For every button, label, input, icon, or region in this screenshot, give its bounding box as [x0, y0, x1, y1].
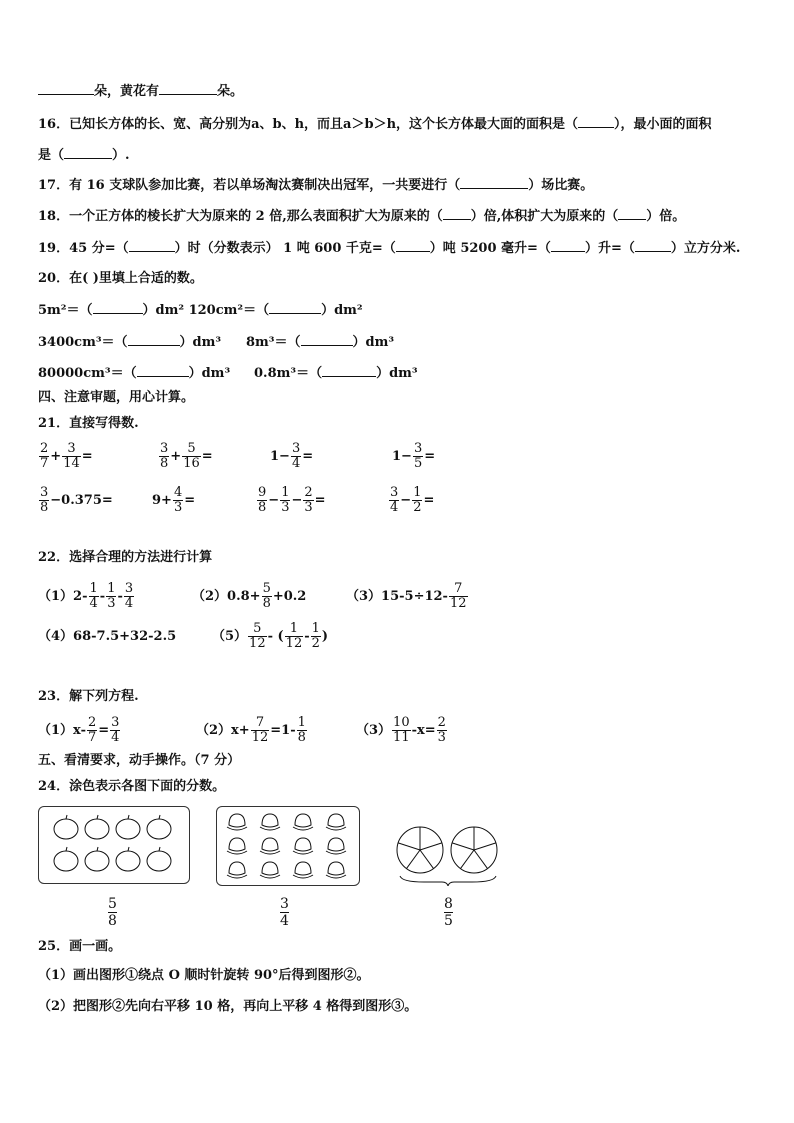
q20-title: 20．在( )里填上合适的数。: [38, 271, 203, 286]
apples-figure[interactable]: [39, 807, 189, 883]
q23-e1: （1）x- $\frac{2}{7}$ = $\frac{3}{4}$: [38, 715, 120, 745]
circles-figure[interactable]: [394, 824, 502, 886]
answer-blank[interactable]: [618, 207, 646, 220]
q16-line2: 是（ ）.: [38, 148, 130, 163]
q19-line: 19．45 分=（ ）时（分数表示） 1 吨 600 千克=（ ）吨 5200 毫升=（ ）升=（ ）立方分米.: [38, 241, 741, 256]
answer-blank[interactable]: [460, 176, 528, 189]
q22-p5: （5） $\frac{5}{12}$ - ( $\frac{1}{12}$ - $\frac{1}{2}$ ): [212, 621, 329, 651]
q22-p4: （4）68-7.5+32-2.5: [38, 629, 177, 644]
answer-blank[interactable]: [322, 364, 376, 377]
q21-f: 9+ $\frac{4}{3}$ =: [152, 485, 196, 515]
answer-blank[interactable]: [269, 301, 321, 314]
answer-blank[interactable]: [128, 333, 180, 346]
apple-box: [38, 806, 190, 884]
q21-g: $\frac{9}{8}$ − $\frac{1}{3}$ − $\frac{2}{3}$ =: [258, 485, 326, 515]
q20-row1: 5m²＝（ ）dm² 120cm²＝（ ）dm²: [38, 303, 363, 318]
q17-line: 17．有 16 支球队参加比赛，若以单场淘汰赛制决出冠军，一共要进行（ ）场比赛。: [38, 178, 594, 193]
answer-blank[interactable]: [159, 82, 217, 95]
q21-b: $\frac{3}{8}$ + $\frac{5}{16}$ =: [160, 441, 213, 471]
answer-blank[interactable]: [64, 146, 112, 159]
answer-blank[interactable]: [38, 82, 94, 95]
answer-blank[interactable]: [129, 239, 175, 252]
q20-row3a: 80000cm³＝（ ）dm³: [38, 366, 231, 381]
q20-row3b: 0.8m³＝（ ）dm³: [254, 366, 418, 381]
q25-step1: （1）画出图形①绕点 O 顺时针旋转 90°后得到图形②。: [38, 968, 370, 983]
answer-blank[interactable]: [301, 333, 353, 346]
fraction-label-circles: 8 5: [444, 896, 453, 929]
q20-row2b: 8m³＝（ ）dm³: [246, 335, 395, 350]
q25-title: 25．画一画。: [38, 939, 122, 954]
answer-blank[interactable]: [396, 239, 430, 252]
q24-title: 24．涂色表示各图下面的分数。: [38, 779, 226, 794]
q21-c: 1− $\frac{3}{4}$ =: [270, 441, 314, 471]
fraction-label-peaches: 3 4: [280, 896, 289, 929]
section-4-heading: 四、注意审题，用心计算。: [38, 390, 195, 405]
answer-blank[interactable]: [443, 207, 471, 220]
q21-a: $\frac{2}{7}$ + $\frac{3}{14}$ =: [40, 441, 93, 471]
peach-box: [216, 806, 360, 886]
answer-blank[interactable]: [93, 301, 143, 314]
q22-p3: （3）15-5÷12- $\frac{7}{12}$: [346, 581, 467, 611]
q22-p2: （2）0.8+ $\frac{5}{8}$ +0.2: [192, 581, 307, 611]
q21-e: $\frac{3}{8}$ −0.375=: [40, 485, 113, 515]
q21-d: 1− $\frac{3}{5}$ =: [392, 441, 436, 471]
peaches-figure[interactable]: [217, 807, 359, 885]
q23-e3: （3） $\frac{10}{11}$ -x= $\frac{2}{3}$: [356, 715, 446, 745]
q21-h: $\frac{3}{4}$ − $\frac{1}{2}$ =: [390, 485, 435, 515]
q22-title: 22．选择合理的方法进行计算: [38, 550, 213, 565]
q22-p1: （1）2- $\frac{1}{4}$ - $\frac{1}{3}$ - $\frac{3}{4}$: [38, 581, 134, 611]
answer-blank[interactable]: [635, 239, 671, 252]
fraction-label-apples: 5 8: [108, 896, 117, 929]
answer-blank[interactable]: [551, 239, 585, 252]
q18-line: 18．一个正方体的棱长扩大为原来的 2 倍,那么表面积扩大为原来的（ ）倍,体积扩大为原来的（ ）倍。: [38, 209, 686, 224]
q25-step2: （2）把图形②先向右平移 10 格，再向上平移 4 格得到图形③。: [38, 999, 418, 1014]
q23-title: 23．解下列方程.: [38, 689, 139, 704]
answer-blank[interactable]: [137, 364, 189, 377]
q21-title: 21．直接写得数.: [38, 416, 139, 431]
answer-blank[interactable]: [578, 115, 614, 128]
q16-line: 16．已知长方体的长、宽、高分别为a、b、h，而且a＞b＞h，这个长方体最大面的面积是（ ），最小面的面积: [38, 117, 712, 132]
q23-e2: （2）x+ $\frac{7}{12}$ =1- $\frac{1}{8}$: [196, 715, 306, 745]
q20-row2a: 3400cm³＝（ ）dm³: [38, 335, 222, 350]
section-5-heading: 五、看清要求，动手操作。（7 分）: [38, 753, 241, 768]
q15-line: 朵，黄花有 朵。: [38, 82, 243, 101]
